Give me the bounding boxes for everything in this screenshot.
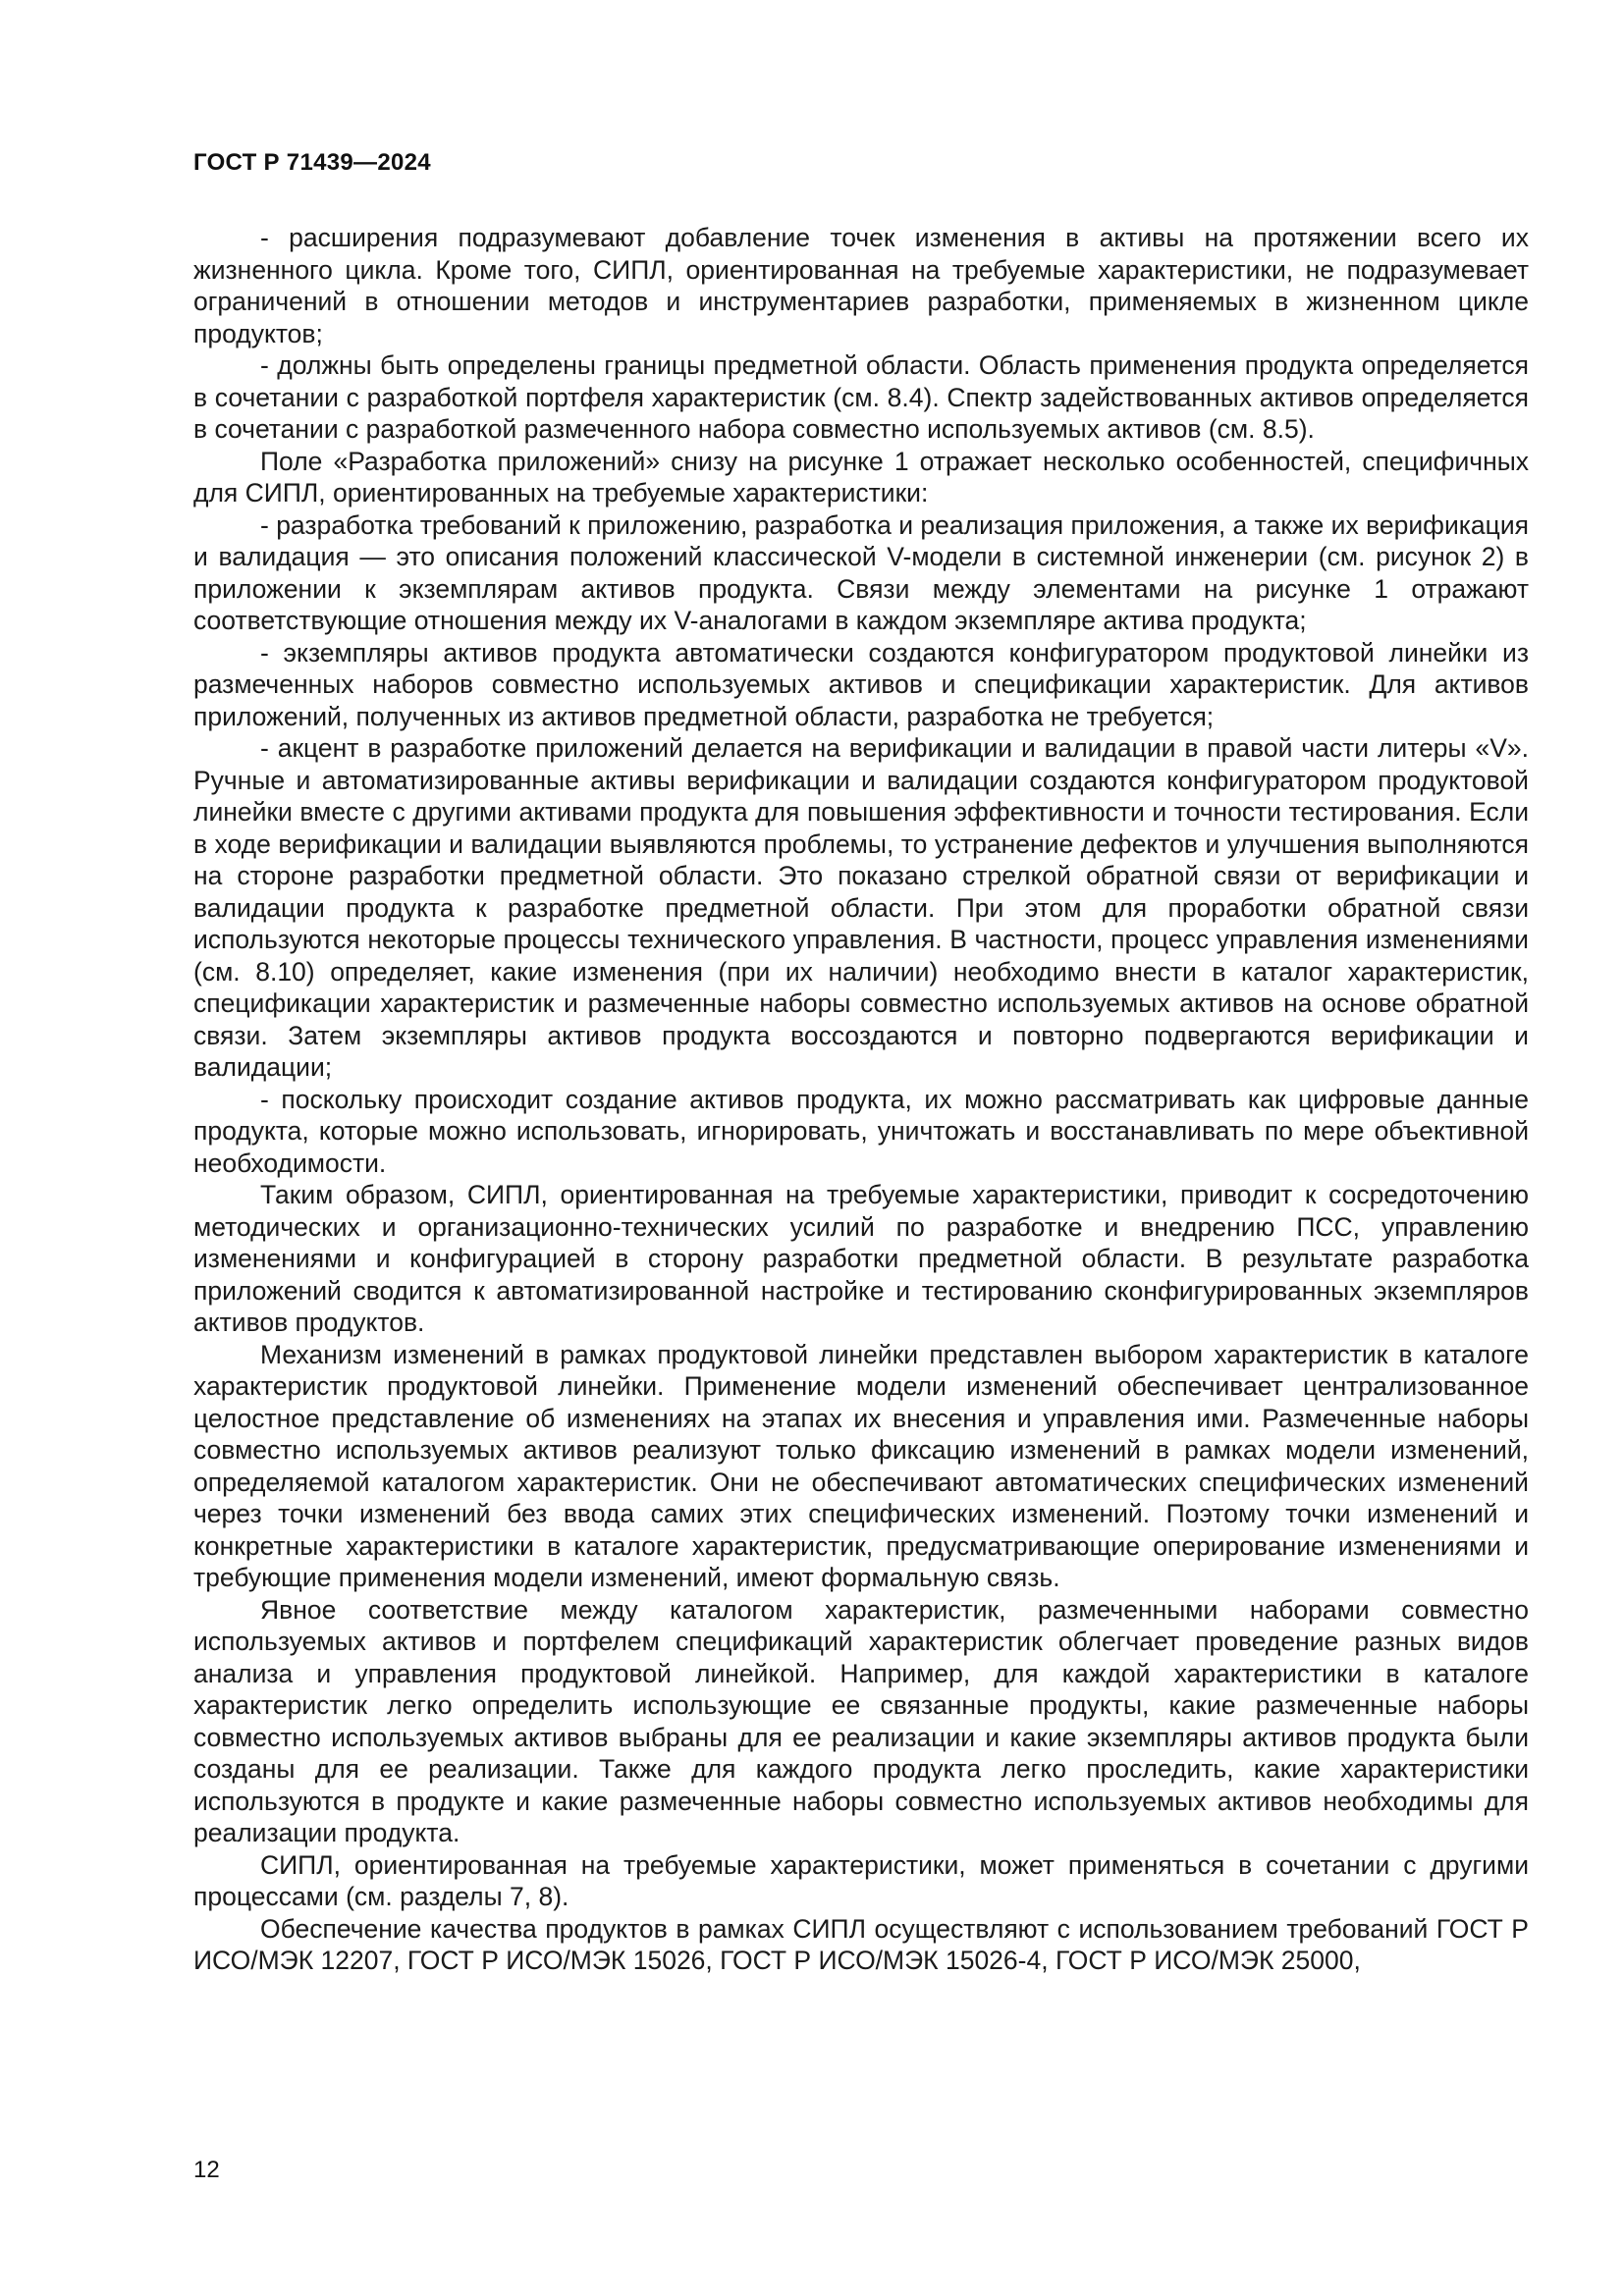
paragraph: Явное соответствие между каталогом характеристик, размеченными наборами совместно используемых активов и портфелем спецификаций характеристик облегчает проведение разных видов анализа и управления продуктовой линейкой. Например, для каждой характеристики в каталоге характеристик легко определить использующие ее связанные продукты, какие размеченные наборы совместно используемых активов выбраны для ее реализации и какие экземпляры активов продукта были созданы для ее реализации. Также для каждого продукта легко проследить, какие характеристики используются в продукте и какие размеченные наборы совместно используемых активов необходимы для реализации продукта. — [193, 1594, 1529, 1847]
paragraph: - расширения подразумевают добавление точек изменения в активы на протяжении всего их жизненного цикла. Кроме того, СИПЛ, ориентированная на требуемые характеристики, не подразумевает ограничений в отношении методов и инструментариев разработки, применяемых в жизненном цикле продуктов; — [193, 223, 1529, 348]
paragraph: - разработка требований к приложению, разработка и реализация приложения, а также их верификация и валидация — это описания положений классической V-модели в системной инженерии (см. рисунок 2) в приложении к экземплярам активов продукта. Связи между элементами на рисунке 1 отражают соответствующие отношения между их V-аналогами в каждом экземпляре актива продукта; — [193, 509, 1529, 635]
paragraph: Механизм изменений в рамках продуктовой линейки представлен выбором характеристик в каталоге характеристик продуктовой линейки. Применение модели изменений обеспечивает централизованное целостное представление об изменениях на этапах их внесения и управления ими. Размеченные наборы совместно используемых активов реализуют только фиксацию изменений в рамках модели изменений, определяемой каталогом характеристик. Они не обеспечивают автоматических специфических изменений через точки изменений без ввода самих этих специфических изменений. Поэтому точки изменений и конкретные характеристики в каталоге характеристик, предусматривающие оперирование изменениями и требующие применения модели изменений, имеют формальную связь. — [193, 1339, 1529, 1592]
paragraph: СИПЛ, ориентированная на требуемые характеристики, может применяться в сочетании с другими процессами (см. разделы 7, 8). — [193, 1849, 1529, 1911]
document-header: ГОСТ Р 71439—2024 — [193, 149, 431, 176]
document-body — [193, 222, 1529, 1977]
paragraph: - поскольку происходит создание активов продукта, их можно рассматривать как цифровые данные продукта, которые можно использовать, игнорировать, уничтожать и восстанавливать по мере объективной необходимости. — [193, 1084, 1529, 1178]
paragraph: Поле «Разработка приложений» снизу на рисунке 1 отражает несколько особенностей, специфичных для СИПЛ, ориентированных на требуемые характеристики: — [193, 446, 1529, 507]
page-number: 12 — [193, 2157, 220, 2183]
paragraph: Обеспечение качества продуктов в рамках СИПЛ осуществляют с использованием требований ГОСТ Р ИСО/МЭК 12207, ГОСТ Р ИСО/МЭК 15026, ГОСТ Р ИСО/МЭК 15026-4, ГОСТ Р ИСО/МЭК 25000, — [193, 1913, 1529, 1975]
paragraph: Таким образом, СИПЛ, ориентированная на требуемые характеристики, приводит к сосредоточению методических и организационно-технических усилий по разработке и внедрению ПСС, управлению изменениями и конфигурацией в сторону разработки предметной области. В результате разработка приложений сводится к автоматизированной настройке и тестированию сконфигурированных экземпляров активов продуктов. — [193, 1180, 1529, 1337]
paragraph: - акцент в разработке приложений делается на верификации и валидации в правой части литеры «V». Ручные и автоматизированные активы верификации и валидации создаются конфигуратором продуктовой линейки вместе с другими активами продукта для повышения эффективности и точности тестирования. Если в ходе верификации и валидации выявляются проблемы, то устранение дефектов и улучшения выполняются на стороне разработки предметной области. Это показано стрелкой обратной связи от верификации и валидации продукта к разработке предметной области. При этом для проработки обратной связи используются некоторые процессы технического управления. В частности, процесс управления изменениями (см. 8.10) определяет, какие изменения (при их наличии) необходимо внести в каталог характеристик, спецификации характеристик и размеченные наборы совместно используемых активов на основе обратной связи. Затем экземпляры активов продукта воссоздаются и повторно подвергаются верификации и валидации; — [193, 733, 1529, 1082]
paragraph: - должны быть определены границы предметной области. Область применения продукта определяется в сочетании с разработкой портфеля характеристик (см. 8.4). Спектр задействованных активов определяется в сочетании с разработкой размеченного набора совместно используемых активов (см. 8.5). — [193, 350, 1529, 444]
paragraph: - экземпляры активов продукта автоматически создаются конфигуратором продуктовой линейки из размеченных наборов совместно используемых активов и спецификации характеристик. Для активов приложений, полученных из активов предметной области, разработка не требуется; — [193, 637, 1529, 731]
